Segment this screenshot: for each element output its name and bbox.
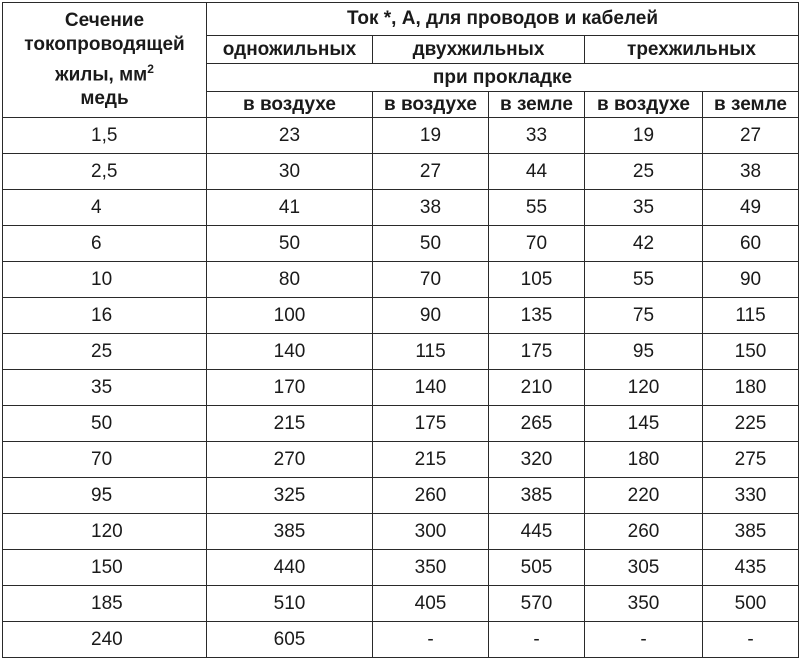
table-row bbox=[3, 622, 799, 658]
two-core-in-ground-cell: 44 bbox=[489, 154, 585, 190]
wire-size-cell: 2,5 bbox=[3, 154, 207, 190]
single-core-header: одножильных bbox=[207, 36, 373, 64]
two-core-in-air-cell: 300 bbox=[373, 514, 489, 550]
laying-header: при прокладке bbox=[207, 64, 799, 92]
two-core-in-ground-header: в земле bbox=[489, 92, 585, 118]
three-core-in-ground-cell: 90 bbox=[703, 262, 799, 298]
two-core-in-ground-cell: 505 bbox=[489, 550, 585, 586]
section-unit-superscript: 2 bbox=[147, 61, 154, 76]
wire-size-cell: 240 bbox=[3, 622, 207, 658]
wire-size-cell: 4 bbox=[3, 190, 207, 226]
cable-current-table bbox=[2, 2, 799, 658]
two-core-header: двухжильных bbox=[373, 36, 585, 64]
three-core-in-ground-cell: 180 bbox=[703, 370, 799, 406]
three-core-in-ground-cell: 330 bbox=[703, 478, 799, 514]
table-row bbox=[3, 442, 799, 478]
two-core-in-ground-cell: 445 bbox=[489, 514, 585, 550]
wire-size-cell: 6 bbox=[3, 226, 207, 262]
table-row bbox=[3, 262, 799, 298]
section-line-4: медь bbox=[80, 88, 129, 110]
three-core-in-air-header: в воздухе bbox=[585, 92, 703, 118]
three-core-in-ground-cell: 49 bbox=[703, 190, 799, 226]
wire-size-cell: 70 bbox=[3, 442, 207, 478]
three-core-in-ground-cell: 38 bbox=[703, 154, 799, 190]
two-core-in-air-cell: 115 bbox=[373, 334, 489, 370]
two-core-in-air-cell: 90 bbox=[373, 298, 489, 334]
two-core-in-air-cell: 50 bbox=[373, 226, 489, 262]
table-row bbox=[3, 406, 799, 442]
table-row bbox=[3, 478, 799, 514]
two-core-in-ground-cell: 385 bbox=[489, 478, 585, 514]
two-core-in-air-cell: 38 bbox=[373, 190, 489, 226]
wire-size-cell: 10 bbox=[3, 262, 207, 298]
single-core-in-air-cell: 325 bbox=[207, 478, 373, 514]
single-core-in-air-cell: 270 bbox=[207, 442, 373, 478]
single-core-in-air-cell: 140 bbox=[207, 334, 373, 370]
three-core-in-ground-cell: 275 bbox=[703, 442, 799, 478]
three-core-in-air-cell: 145 bbox=[585, 406, 703, 442]
two-core-in-air-cell: 405 bbox=[373, 586, 489, 622]
three-core-in-ground-cell: 500 bbox=[703, 586, 799, 622]
single-core-in-air-cell: 385 bbox=[207, 514, 373, 550]
three-core-in-air-cell: - bbox=[585, 622, 703, 658]
wire-size-cell: 50 bbox=[3, 406, 207, 442]
three-core-in-air-cell: 350 bbox=[585, 586, 703, 622]
two-core-in-ground-cell: 320 bbox=[489, 442, 585, 478]
single-core-in-air-cell: 23 bbox=[207, 118, 373, 154]
three-core-in-air-cell: 75 bbox=[585, 298, 703, 334]
single-core-in-air-header: в воздухе bbox=[207, 92, 373, 118]
two-core-in-ground-cell: 70 bbox=[489, 226, 585, 262]
section-line-2: токопроводящей bbox=[24, 33, 185, 55]
two-core-in-air-cell: 27 bbox=[373, 154, 489, 190]
section-header bbox=[3, 3, 207, 118]
two-core-in-ground-cell: 55 bbox=[489, 190, 585, 226]
three-core-in-ground-cell: 27 bbox=[703, 118, 799, 154]
table-row bbox=[3, 370, 799, 406]
table-row bbox=[3, 226, 799, 262]
two-core-in-ground-cell: 265 bbox=[489, 406, 585, 442]
two-core-in-ground-cell: 210 bbox=[489, 370, 585, 406]
two-core-in-air-header: в воздухе bbox=[373, 92, 489, 118]
table-row bbox=[3, 586, 799, 622]
three-core-in-ground-cell: 60 bbox=[703, 226, 799, 262]
three-core-in-ground-cell: 150 bbox=[703, 334, 799, 370]
single-core-in-air-cell: 215 bbox=[207, 406, 373, 442]
two-core-in-air-cell: 350 bbox=[373, 550, 489, 586]
three-core-in-air-cell: 180 bbox=[585, 442, 703, 478]
single-core-in-air-cell: 50 bbox=[207, 226, 373, 262]
three-core-in-ground-cell: - bbox=[703, 622, 799, 658]
two-core-in-ground-cell: - bbox=[489, 622, 585, 658]
table-row bbox=[3, 190, 799, 226]
table-body bbox=[3, 118, 799, 658]
three-core-in-air-cell: 25 bbox=[585, 154, 703, 190]
three-core-in-air-cell: 260 bbox=[585, 514, 703, 550]
table-row bbox=[3, 514, 799, 550]
two-core-in-ground-cell: 33 bbox=[489, 118, 585, 154]
three-core-in-ground-cell: 385 bbox=[703, 514, 799, 550]
single-core-in-air-cell: 170 bbox=[207, 370, 373, 406]
two-core-in-ground-cell: 135 bbox=[489, 298, 585, 334]
two-core-in-ground-cell: 105 bbox=[489, 262, 585, 298]
current-title: Ток *, А, для проводов и кабелей bbox=[207, 3, 799, 36]
single-core-in-air-cell: 80 bbox=[207, 262, 373, 298]
section-line-1: Сечение bbox=[64, 9, 145, 31]
wire-size-cell: 120 bbox=[3, 514, 207, 550]
three-core-in-air-cell: 35 bbox=[585, 190, 703, 226]
single-core-in-air-cell: 41 bbox=[207, 190, 373, 226]
wire-size-cell: 25 bbox=[3, 334, 207, 370]
table-row bbox=[3, 118, 799, 154]
three-core-in-air-cell: 305 bbox=[585, 550, 703, 586]
two-core-in-ground-cell: 175 bbox=[489, 334, 585, 370]
table-row bbox=[3, 154, 799, 190]
two-core-in-air-cell: - bbox=[373, 622, 489, 658]
three-core-in-air-cell: 220 bbox=[585, 478, 703, 514]
section-line-3: жилы, мм bbox=[55, 64, 148, 86]
wire-size-cell: 150 bbox=[3, 550, 207, 586]
table-row bbox=[3, 334, 799, 370]
single-core-in-air-cell: 100 bbox=[207, 298, 373, 334]
three-core-in-air-cell: 95 bbox=[585, 334, 703, 370]
three-core-in-air-cell: 42 bbox=[585, 226, 703, 262]
three-core-header: трехжильных bbox=[585, 36, 799, 64]
three-core-in-air-cell: 19 bbox=[585, 118, 703, 154]
single-core-in-air-cell: 605 bbox=[207, 622, 373, 658]
three-core-in-ground-header: в земле bbox=[703, 92, 799, 118]
two-core-in-ground-cell: 570 bbox=[489, 586, 585, 622]
two-core-in-air-cell: 215 bbox=[373, 442, 489, 478]
two-core-in-air-cell: 70 bbox=[373, 262, 489, 298]
three-core-in-air-cell: 55 bbox=[585, 262, 703, 298]
single-core-in-air-cell: 510 bbox=[207, 586, 373, 622]
two-core-in-air-cell: 19 bbox=[373, 118, 489, 154]
two-core-in-air-cell: 140 bbox=[373, 370, 489, 406]
three-core-in-air-cell: 120 bbox=[585, 370, 703, 406]
table-row bbox=[3, 298, 799, 334]
table-row bbox=[3, 550, 799, 586]
wire-size-cell: 16 bbox=[3, 298, 207, 334]
two-core-in-air-cell: 260 bbox=[373, 478, 489, 514]
three-core-in-ground-cell: 435 bbox=[703, 550, 799, 586]
two-core-in-air-cell: 175 bbox=[373, 406, 489, 442]
three-core-in-ground-cell: 115 bbox=[703, 298, 799, 334]
wire-size-cell: 185 bbox=[3, 586, 207, 622]
single-core-in-air-cell: 30 bbox=[207, 154, 373, 190]
wire-size-cell: 1,5 bbox=[3, 118, 207, 154]
wire-size-cell: 95 bbox=[3, 478, 207, 514]
single-core-in-air-cell: 440 bbox=[207, 550, 373, 586]
three-core-in-ground-cell: 225 bbox=[703, 406, 799, 442]
wire-size-cell: 35 bbox=[3, 370, 207, 406]
